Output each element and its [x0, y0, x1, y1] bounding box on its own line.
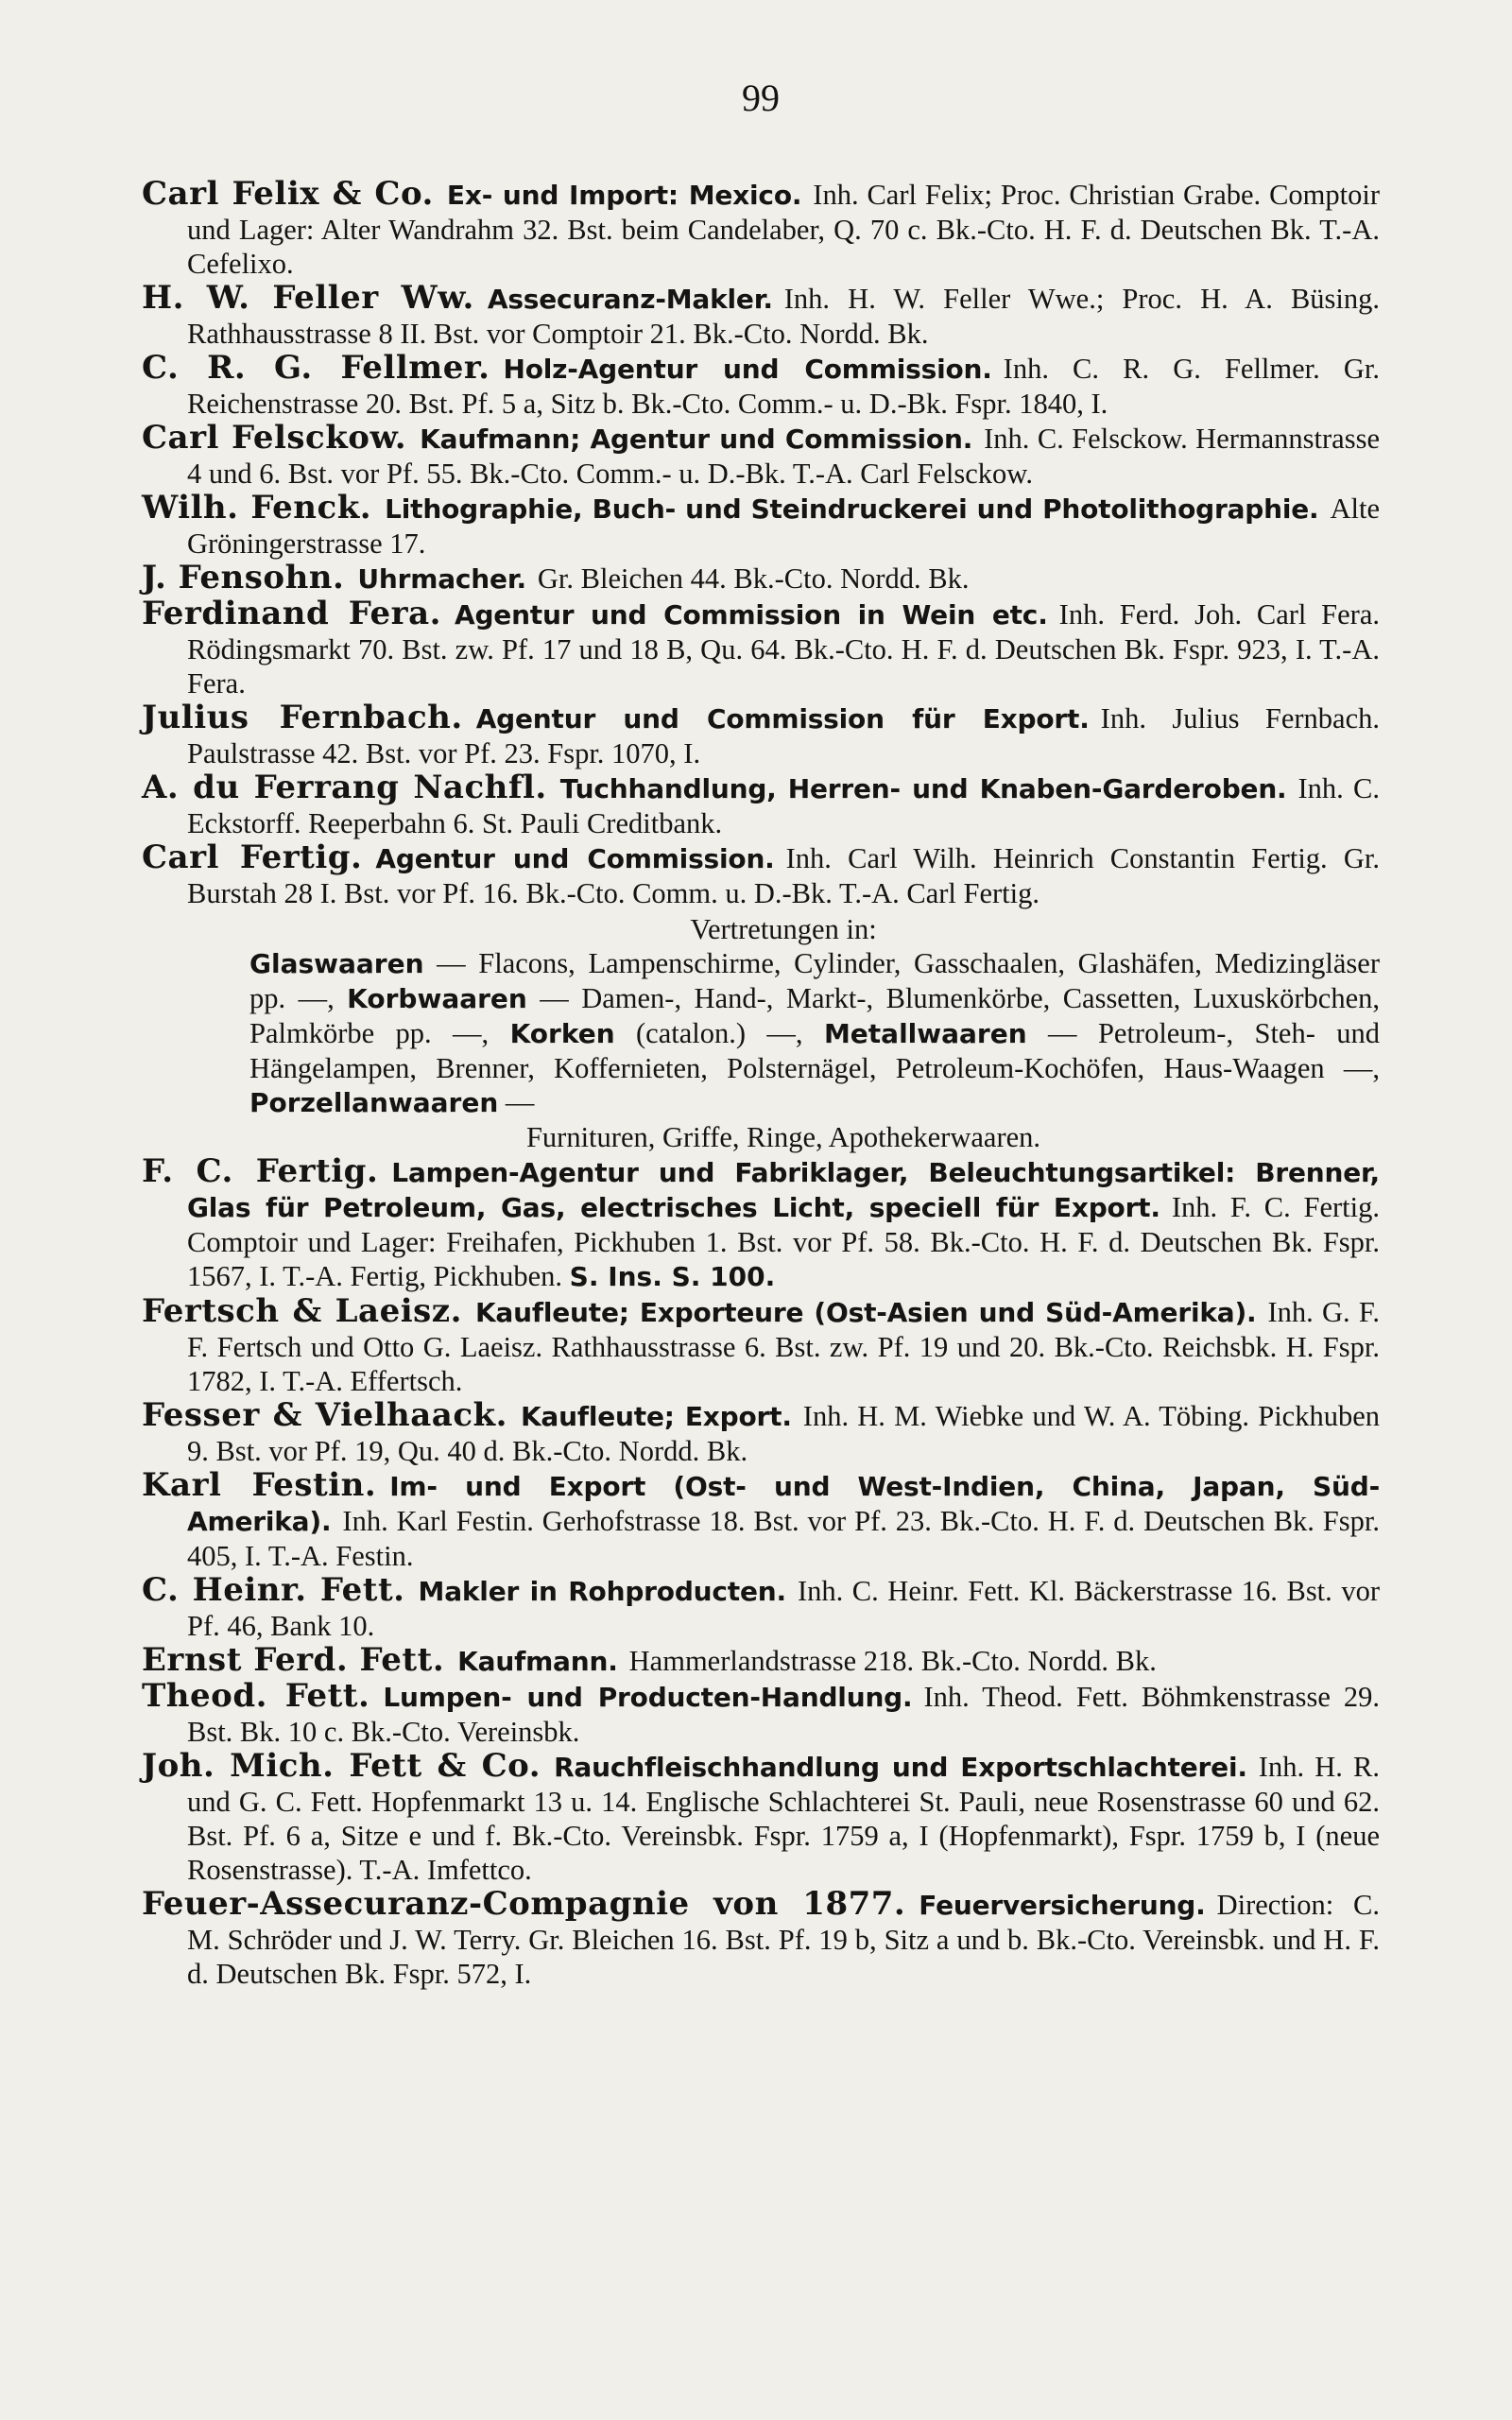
- entry-details: Inh. H. W. Feller Wwe.; Proc. H. A. Büsing. Rathhausstrasse 8 II. Bst. vor Comptoir 21. Bk.-Cto. Nordd. Bk.: [187, 283, 1381, 350]
- firm-name: Carl Felix & Co.: [142, 175, 434, 213]
- directory-entry: [142, 840, 1380, 910]
- firm-name: C. R. G. Fellmer.: [142, 349, 490, 387]
- firm-name: Joh. Mich. Fett & Co.: [142, 1747, 541, 1785]
- directory-entry: [142, 1887, 1380, 1991]
- product-description: (catalon.) —,: [614, 1017, 824, 1049]
- directory-entry: [142, 351, 1380, 421]
- business-type: Tuchhandlung, Herren- und Knaben-Garderoben.: [559, 773, 1287, 804]
- firm-name: Ferdinand Fera.: [142, 595, 441, 632]
- entry-details: Inh. H. M. Wiebke und W. A. Töbing. Pickhuben 9. Bst. vor Pf. 19, Qu. 40 d. Bk.-Cto. Nordd. Bk.: [187, 1400, 1381, 1467]
- directory-entry: [142, 1294, 1380, 1398]
- firm-name: F. C. Fertig.: [142, 1152, 379, 1190]
- product-category: Porzellanwaaren: [249, 1087, 499, 1118]
- business-type: Ex- und Import: Mexico.: [446, 180, 802, 211]
- entry-details: Direction: C. M. Schröder und J. W. Terry. Gr. Bleichen 16. Bst. Pf. 19 b, Sitz a und b. Bk.-Cto. Vereinsbk. und H. F. d. Deutschen Bk. Fspr. 572, I.: [187, 1889, 1381, 1990]
- business-type: Im- und Export (Ost- und West-Indien, China, Japan, Süd-Amerika).: [187, 1471, 1381, 1537]
- business-type: Assecuranz-Makler.: [487, 284, 773, 315]
- entry-details: Inh. Julius Fernbach. Paulstrasse 42. Bst. vor Pf. 23. Fspr. 1070, I.: [187, 702, 1380, 769]
- representations-list: [187, 946, 1380, 1120]
- firm-name: A. du Ferrang Nachfl.: [142, 769, 547, 806]
- representations-tail: Furnituren, Griffe, Ringe, Apothekerwaaren.: [525, 1121, 1041, 1153]
- firm-name: Wilh. Fenck.: [142, 489, 372, 527]
- directory-entry: [142, 700, 1380, 770]
- directory-entry: [142, 1643, 1380, 1679]
- directory-entry: [142, 1749, 1380, 1887]
- business-type: Agentur und Commission für Export.: [475, 703, 1090, 735]
- directory-entry: [142, 561, 1380, 596]
- entry-details: Inh. G. F. F. Fertsch und Otto G. Laeisz. Rathhausstrasse 6. Bst. zw. Pf. 19 und 20. Bk.-Cto. Reichsbk. H. Fspr. 1782, I. T.-A. Effertsch.: [187, 1296, 1381, 1397]
- product-description: — Petroleum-, Steh- und Hängelampen, Brenner, Koffernieten, Polsternägel, Petroleum-Kochöfen, Haus-Waagen —,: [249, 1017, 1381, 1084]
- business-type: Agentur und Commission.: [375, 843, 775, 874]
- business-type: Kaufmann; Agentur und Commission.: [420, 424, 973, 455]
- firm-name: Carl Felsckow.: [142, 419, 407, 457]
- product-category: Korbwaaren: [347, 983, 527, 1014]
- firm-name: Fertsch & Laeisz.: [142, 1292, 462, 1330]
- entry-details: Inh. Ferd. Joh. Carl Fera. Rödingsmarkt 70. Bst. zw. Pf. 17 und 18 B, Qu. 64. Bk.-Cto. H. F. d. Deutschen Bk. Fspr. 923, I. T.-A. Fera.: [187, 598, 1380, 700]
- firm-name: C. Heinr. Fett.: [142, 1571, 405, 1609]
- product-description: — Damen-, Hand-, Markt-, Blumenkörbe, Cassetten, Luxuskörbchen, Palmkörbe pp. —,: [249, 982, 1381, 1049]
- firm-name: J. Fensohn.: [142, 559, 345, 596]
- product-category: Korken: [509, 1018, 615, 1049]
- representations-heading: Vertretungen in:: [690, 913, 877, 945]
- business-type: Makler in Rohproducten.: [418, 1576, 786, 1607]
- directory-entry: [142, 1573, 1380, 1643]
- entry-list: [142, 177, 1380, 910]
- firm-name: Julius Fernbach.: [142, 699, 463, 736]
- entry-details: Inh. C. Eckstorff. Reeperbahn 6. St. Pauli Creditbank.: [187, 772, 1380, 839]
- business-type: Feuerversicherung.: [919, 1890, 1206, 1921]
- directory-entry: [142, 1154, 1380, 1294]
- entry-details: Inh. F. C. Fertig. Comptoir und Lager: Freihafen, Pickhuben 1. Bst. vor Pf. 58. Bk.-Cto. H. F. d. Deutschen Bk. Fspr. 1567, I. T.-A. Fertig, Pickhuben.: [187, 1191, 1381, 1292]
- business-type: Agentur und Commission in Wein etc.: [454, 599, 1048, 631]
- firm-name: Karl Festin.: [142, 1466, 377, 1504]
- business-type: Lithographie, Buch- und Steindruckerei und Photolithographie.: [385, 493, 1319, 525]
- product-category: Metallwaaren: [823, 1018, 1027, 1049]
- entry-list-continued: [142, 1154, 1380, 1991]
- entry-details: Alte Gröningerstrasse 17.: [187, 493, 1380, 560]
- business-type: Lumpen- und Producten-Handlung.: [383, 1682, 913, 1713]
- entry-details: Inh. C. Heinr. Fett. Kl. Bäckerstrasse 16. Bst. vor Pf. 46, Bank 10.: [187, 1575, 1380, 1642]
- directory-entry: [142, 177, 1380, 281]
- firm-name: H. W. Feller Ww.: [142, 279, 474, 317]
- directory-entry: [142, 1679, 1380, 1749]
- page-number: 99: [742, 77, 780, 119]
- firm-name: Carl Fertig.: [142, 838, 363, 876]
- firm-name: Ernst Ferd. Fett.: [142, 1641, 445, 1679]
- entry-details: Inh. Carl Felix; Proc. Christian Grabe. Comptoir und Lager: Alter Wandrahm 32. Bst. beim Candelaber, Q. 70 c. Bk.-Cto. H. F. d. Deutschen Bk. T.-A. Cefelixo.: [187, 179, 1380, 280]
- directory-entry: [142, 596, 1380, 700]
- directory-entry: [142, 770, 1380, 840]
- entry-details: Inh. Theod. Fett. Böhmkenstrasse 29. Bst. Bk. 10 c. Bk.-Cto. Vereinsbk.: [187, 1681, 1381, 1748]
- product-description: — Flacons, Lampenschirme, Cylinder, Gasschaalen, Glashäfen, Medizingläser pp. —,: [249, 947, 1380, 1014]
- entry-details: Inh. C. R. G. Fellmer. Gr. Reichenstrasse 20. Bst. Pf. 5 a, Sitz b. Bk.-Cto. Comm.- u. D.-Bk. Fspr. 1840, I.: [187, 353, 1380, 420]
- entry-details: Gr. Bleichen 44. Bk.-Cto. Nordd. Bk.: [537, 562, 970, 595]
- entry-details: Inh. C. Felsckow. Hermannstrasse 4 und 6. Bst. vor Pf. 55. Bk.-Cto. Comm.- u. D.-Bk. T.-A. Carl Felsckow.: [187, 423, 1380, 490]
- representations-block: [142, 912, 1380, 1154]
- product-category: Glaswaaren: [249, 948, 424, 979]
- entry-details: Hammerlandstrasse 218. Bk.-Cto. Nordd. Bk.: [628, 1645, 1157, 1677]
- entry-details: Inh. H. R. und G. C. Fett. Hopfenmarkt 13 u. 14. Englische Schlachterei St. Pauli, neue Rosenstrasse 60 und 62. Bst. Pf. 6 a, Sitze e und f. Bk.-Cto. Vereinsbk. Fspr. 1759 a, I (Hopfenmarkt), Fspr. 1759 b, I (neue Rosenstrasse). T.-A. Imfettco.: [187, 1751, 1380, 1886]
- firm-name: Fesser & Vielhaack.: [142, 1396, 507, 1434]
- directory-entry: [142, 1468, 1380, 1573]
- directory-entry: [142, 491, 1380, 561]
- business-type: Kaufleute; Exporteure (Ost-Asien und Süd-Amerika).: [474, 1297, 1257, 1328]
- directory-entry: [142, 1398, 1380, 1468]
- product-description: —: [498, 1086, 535, 1118]
- business-type: Kaufleute; Export.: [520, 1401, 792, 1432]
- firm-name: Theod. Fett.: [142, 1677, 370, 1715]
- business-type: Lampen-Agentur und Fabriklager, Beleuchtungsartikel: Brenner, Glas für Petroleum, Gas, electrisches Licht, speciell für Export.: [187, 1157, 1380, 1223]
- business-type: Uhrmacher.: [357, 563, 526, 595]
- insertion-reference: S. Ins. S. 100.: [569, 1261, 776, 1292]
- business-type: Rauchfleischhandlung und Exportschlachterei.: [554, 1752, 1247, 1783]
- directory-entry: [142, 281, 1380, 351]
- business-type: Holz-Agentur und Commission.: [503, 354, 992, 385]
- entry-details: Inh. Carl Wilh. Heinrich Constantin Fertig. Gr. Burstah 28 I. Bst. vor Pf. 16. Bk.-Cto. Comm. u. D.-Bk. T.-A. Carl Fertig.: [187, 842, 1380, 909]
- firm-name: Feuer-Assecuranz-Compagnie von 1877.: [142, 1885, 906, 1923]
- entry-details: Inh. Karl Festin. Gerhofstrasse 18. Bst. vor Pf. 23. Bk.-Cto. H. F. d. Deutschen Bk. Fspr. 405, I. T.-A. Festin.: [187, 1505, 1380, 1572]
- directory-entry: [142, 421, 1380, 491]
- business-type: Kaufmann.: [457, 1646, 618, 1677]
